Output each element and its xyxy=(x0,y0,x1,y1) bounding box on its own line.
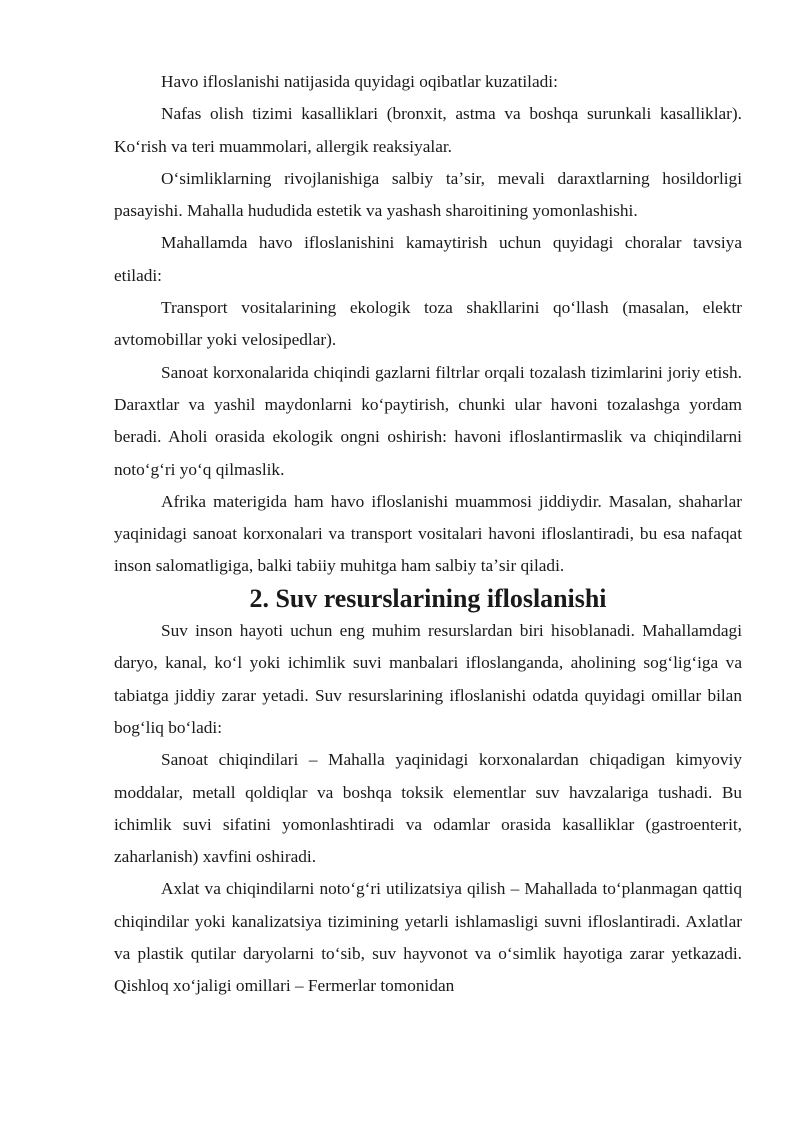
paragraph-plant-impact: Oʻsimliklarning rivojlanishiga salbiy taʼsir, mevali daraxtlarning hosildorligi pasayishi. Mahalla hududida estetik va yashash sharoitining yomonlashishi. xyxy=(114,168,742,221)
paragraph-africa: Afrika materigida ham havo ifloslanishi muammosi jiddiydir. Masalan, shaharlar yaqinidagi sanoat korxonalari va transport vositalari havoni ifloslantiradi, bu esa nafaqat inson salomatligiga, balki tabiiy muhitga ham salbiy taʼsir qiladi. xyxy=(114,491,742,576)
document-page xyxy=(114,66,742,1003)
paragraph-garbage-disposal: Axlat va chiqindilarni notoʻgʻri utilizatsiya qilish – Mahallada toʻplanmagan qattiq chiqindilar yoki kanalizatsiya tizimining yetarli ishlamasligi suvni ifloslantiradi. Axlatlar va plastik qutilar daryolarni toʻsib, suv hayvonot va oʻsimlik hayotiga zarar yetkazadi. Qishloq xoʻjaligi omillari – Fermerlar tomonidan xyxy=(114,879,742,996)
paragraph-industry-measure: Sanoat korxonalarida chiqindi gazlarni filtrlar orqali tozalash tizimlarini joriy etish. Daraxtlar va yashil maydonlarni koʻpaytirish, chunki ular havoni tozalashga yordam beradi. Aholi orasida ekologik ongni oshirish: havoni ifloslantirmaslik va chiqindilarni notoʻgʻri yoʻq qilmaslik. xyxy=(114,362,742,479)
section-heading: 2. Suv resurslarining ifloslanishi xyxy=(249,583,607,613)
paragraph-consequences-intro: Havo ifloslanishi natijasida quyidagi oqibatlar kuzatiladi: xyxy=(161,72,558,91)
paragraph-water-intro: Suv inson hayoti uchun eng muhim resurslardan biri hisoblanadi. Mahallamdagi daryo, kanal, koʻl yoki ichimlik suvi manbalari ifloslanganda, aholining sogʻligʻiga va tabiatga jiddiy zarar yetadi. Suv resurslarining ifloslanishi odatda quyidagi omillar bilan bogʻliq boʻladi: xyxy=(114,621,742,737)
paragraph-respiratory-diseases: Nafas olish tizimi kasalliklari (bronxit, astma va boshqa surunkali kasalliklar). Koʻrish va teri muammolari, allergik reaksiyalar. xyxy=(114,104,742,156)
paragraph-transport-measure: Transport vositalarining ekologik toza shakllarini qoʻllash (masalan, elektr avtomobillar yoki velosipedlar). xyxy=(114,298,742,350)
paragraph-measures-intro: Mahallamda havo ifloslanishini kamaytirish uchun quyidagi choralar tavsiya etiladi: xyxy=(114,233,742,285)
paragraph-industrial-waste: Sanoat chiqindilari – Mahalla yaqinidagi korxonalardan chiqadigan kimyoviy moddalar, metall qoldiqlar va boshqa toksik elementlar suv havzalariga tushadi. Bu ichimlik suvi sifatini yomonlashtiradi va odamlar orasida kasalliklar (gastroenterit, zaharlanish) xavfini oshiradi. xyxy=(114,750,742,867)
